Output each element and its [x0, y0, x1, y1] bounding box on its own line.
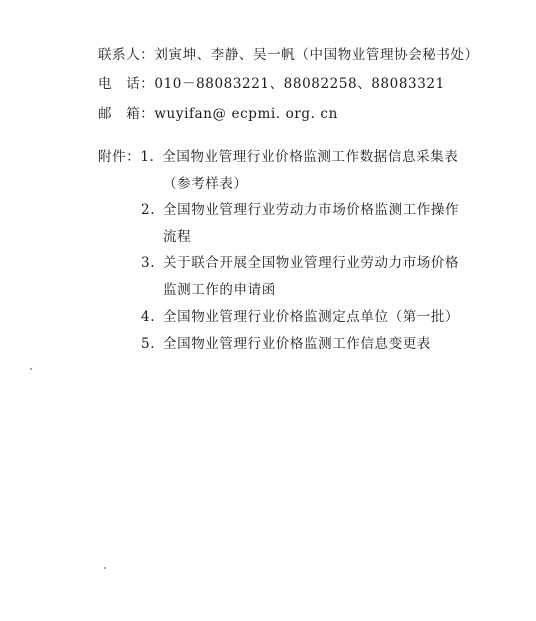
attachment-title-continued: （参考样表） [163, 176, 248, 192]
attachment-number: 2. [141, 202, 156, 218]
phone-numbers: 010－88083221、88082258、88083321 [154, 76, 445, 92]
phone-label: 电 话： [98, 76, 155, 92]
contact-label: 联系人： [98, 47, 155, 63]
attachment-number: 1. [140, 149, 155, 165]
attachment-item-2-continued [163, 227, 191, 247]
phone-line [98, 74, 445, 94]
attachment-item-2 [141, 200, 459, 220]
attachment-item-3 [141, 253, 459, 273]
attachment-title: 全国物业管理行业劳动力市场价格监测工作操作 [163, 202, 460, 218]
attachment-title-continued: 监测工作的申请函 [163, 282, 276, 298]
email-line [98, 104, 338, 124]
attachment-title: 全国物业管理行业价格监测工作数据信息采集表 [162, 149, 459, 165]
attachment-title: 全国物业管理行业价格监测定点单位（第一批） [163, 309, 460, 325]
attachment-number: 3. [141, 255, 156, 271]
attachment-title: 关于联合开展全国物业管理行业劳动力市场价格 [163, 255, 460, 271]
attachment-number: 5. [141, 336, 156, 352]
attachment-item-1 [98, 147, 458, 167]
attachment-item-3-continued [163, 280, 276, 300]
attachment-title: 全国物业管理行业价格监测工作信息变更表 [163, 336, 431, 352]
attachment-item-4 [141, 307, 459, 327]
email-address: wuyifan@ ecpmi. org. cn [154, 106, 338, 122]
attachment-title-continued: 流程 [163, 229, 192, 245]
scan-speck [30, 368, 32, 370]
email-label: 邮 箱： [98, 106, 155, 122]
attachment-item-1-continued [163, 174, 248, 194]
attachment-item-5 [141, 334, 431, 354]
attachments-label: 附件： [98, 149, 141, 165]
contact-line [98, 45, 479, 65]
contact-names: 刘寅坤、李静、吴一帆（中国物业管理协会秘书处） [154, 47, 479, 63]
scan-speck [104, 567, 106, 569]
attachment-number: 4. [141, 309, 156, 325]
